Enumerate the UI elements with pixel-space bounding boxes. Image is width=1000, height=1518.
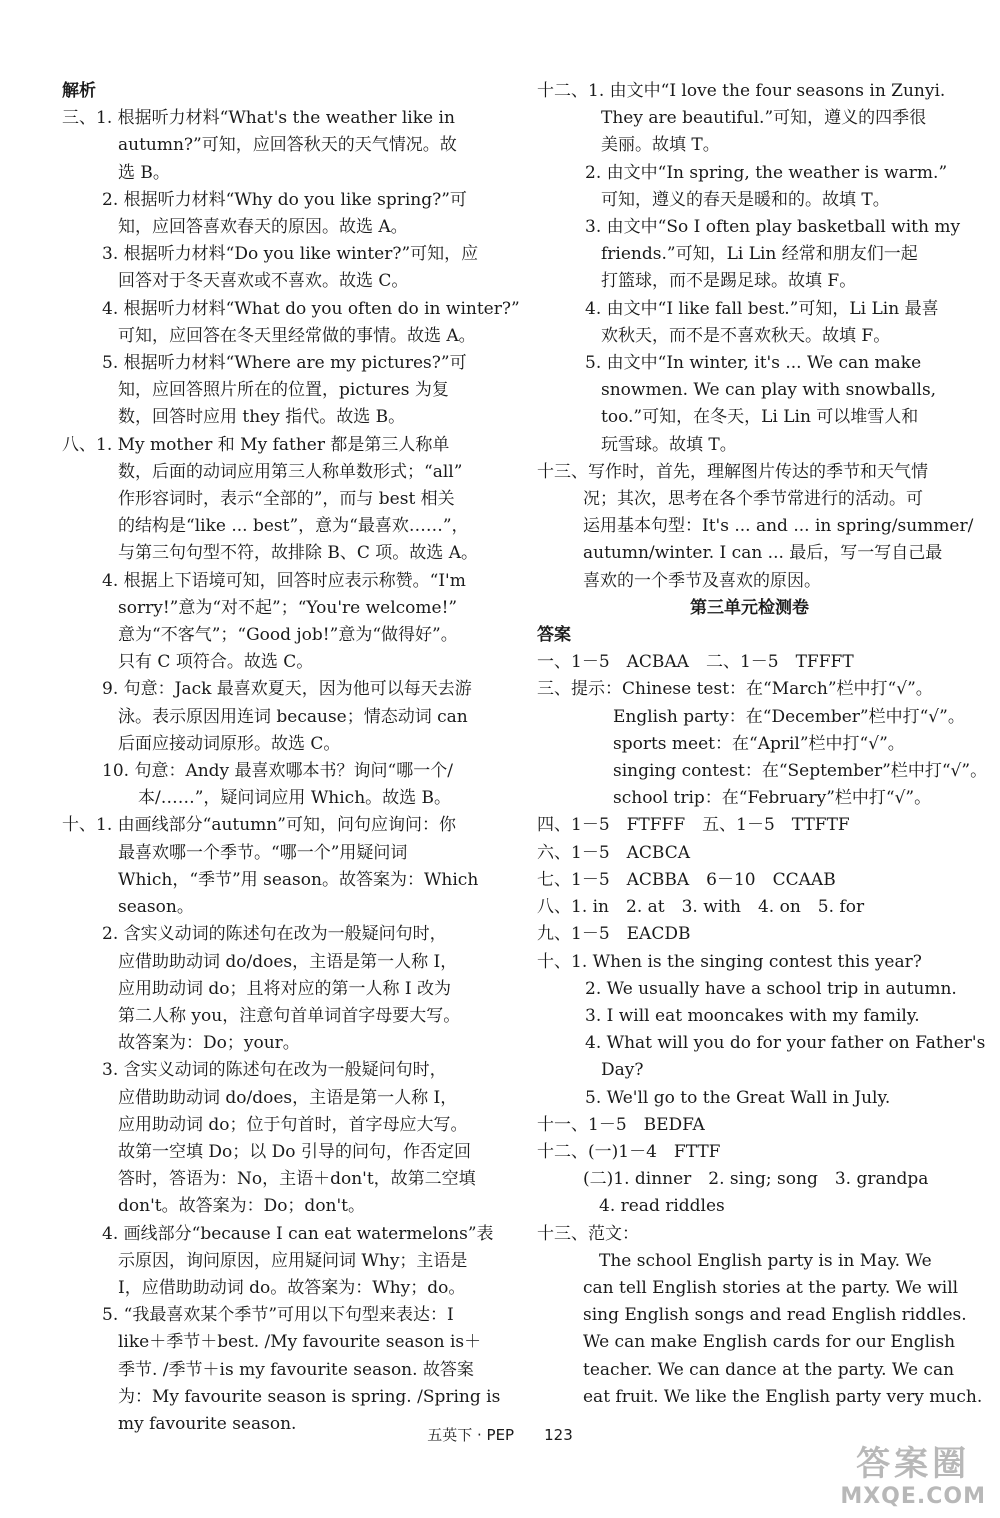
text-line: 2. 含实义动词的陈述句在改为一般疑问句时， (102, 924, 447, 945)
text-line: 回答对于冬天喜欢或不喜欢。故选 C。 (118, 271, 409, 292)
answer-line: 七、1－5 ACBBA 6－10 CCAAB (537, 869, 836, 890)
text-line: 数，后面的动词应用第三人称单数形式；“all” (118, 461, 463, 482)
text-line: 后面应接动词原形。故选 C。 (118, 733, 341, 754)
text-line: sorry!”意为“对不起”；“You're welcome!” (118, 597, 458, 618)
text-line: 只有 C 项符合。故选 C。 (118, 652, 314, 673)
text-line: don't。故答案为：Do；don't。 (118, 1196, 366, 1217)
text-line: 喜欢的一个季节及喜欢的原因。 (583, 570, 821, 591)
text-line: 4. 根据听力材料“What do you often do in winter?” (102, 298, 520, 319)
answer-line: 三、提示：Chinese test：在“March”栏中打“√”。 (537, 679, 933, 700)
text-line: 运用基本句型：It's ... and ... in spring/summer/ (583, 516, 974, 537)
text-line: 9. 句意：Jack 最喜欢夏天，因为他可以每天去游 (102, 679, 472, 700)
text-line: 况；其次，思考在各个季节常进行的活动。可 (583, 489, 923, 510)
text-line: 故第一空填 Do；以 Do 引导的问句，作否定回 (118, 1141, 471, 1162)
text-line: snowmen. We can play with snowballs, (601, 380, 937, 401)
text-line: too.”可知，在冬天，Li Lin 可以堆雪人和 (601, 407, 919, 428)
text-line: season。 (118, 897, 194, 918)
text-line: like＋季节＋best. /My favourite season is＋ (118, 1332, 482, 1353)
answer-line: 4. What will you do for your father on Father's (585, 1033, 986, 1054)
text-line: 5. 根据听力材料“Where are my pictures?”可 (102, 353, 467, 374)
text-line: 季节. /季节＋is my favourite season. 故答案 (118, 1359, 474, 1380)
text-line: 欢秋天，而不是不喜欢秋天。故填 F。 (601, 325, 891, 346)
text-line: 4. 根据上下语境可知，回答时应表示称赞。“I'm (102, 570, 466, 591)
text-line: autumn?”可知，应回答秋天的天气情况。故 (118, 135, 457, 156)
text-line: 意为“不客气”；“Good job!”意为“做得好”。 (118, 625, 458, 646)
text-line: 选 B。 (118, 162, 170, 183)
answer-line: 一、1－5 ACBAA 二、1－5 TFFFT (537, 652, 854, 673)
answer-line: 十二、(一)1－4 FTTF (537, 1141, 721, 1162)
text-line: my favourite season. (118, 1413, 297, 1434)
text-line: 可知，遵义的春天是暖和的。故填 T。 (601, 189, 890, 210)
answer-line: 十、1. When is the singing contest this year? (537, 951, 922, 972)
text-line: 玩雪球。故填 T。 (601, 434, 737, 455)
text-line: 3. 由文中“So I often play basketball with my (585, 217, 961, 238)
watermark-url: MXQE.COM (840, 1484, 986, 1509)
text-line: 5. 由文中“In winter, it's ... We can make (585, 353, 922, 374)
text-line: 示原因，询问原因，应用疑问词 Why；主语是 (118, 1250, 468, 1271)
text-line: 作形容词时，表示“全部的”，而与 best 相关 (118, 489, 455, 510)
text-line: 的结构是“like ... best”，意为“最喜欢……”， (118, 516, 469, 537)
text-line: 2. 根据听力材料“Why do you like spring?”可 (102, 189, 467, 210)
right-column (537, 78, 988, 1411)
text-line: 5. “我最喜欢某个季节”可用以下句型来表达：I (102, 1305, 454, 1326)
text-line: 知，应回答照片所在的位置，pictures 为复 (118, 380, 449, 401)
answer-line: 5. We'll go to the Great Wall in July. (585, 1087, 891, 1108)
text-line: 2. 由文中“In spring, the weather is warm.” (585, 162, 948, 183)
text-line: 数，回答时应用 they 指代。故选 B。 (118, 407, 406, 428)
answer-line: teacher. We can dance at the party. We can (583, 1359, 955, 1380)
text-line: 应借助助动词 do/does，主语是第一人称 I， (118, 951, 458, 972)
text-line: 最喜欢哪一个季节。“哪一个”用疑问词 (118, 842, 408, 863)
answer-line: can tell English stories at the party. We will (583, 1277, 959, 1298)
text-line: I，应借助助动词 do。故答案为：Why；do。 (118, 1277, 466, 1298)
answer-line: 八、1. in 2. at 3. with 4. on 5. for (537, 897, 865, 918)
answer-line: school trip：在“February”栏中打“√”。 (613, 788, 932, 809)
analysis-heading: 解析 (62, 81, 96, 101)
text-line: They are beautiful.”可知，遵义的四季很 (601, 108, 927, 129)
watermark-logo: 答案圈 (856, 1444, 971, 1484)
text-line: 4. 画线部分“because I can eat watermelons”表 (102, 1223, 494, 1244)
answer-line: sing English songs and read English riddles. (583, 1305, 967, 1326)
text-line: friends.”可知，Li Lin 经常和朋友们一起 (601, 244, 918, 265)
watermark (840, 1444, 986, 1510)
text-line: 3. 根据听力材料“Do you like winter?”可知，应 (102, 244, 479, 265)
answer-line: eat fruit. We like the English party very much. (583, 1386, 983, 1407)
answer-line: sports meet：在“April”栏中打“√”。 (613, 733, 905, 754)
text-line: 可知，应回答在冬天里经常做的事情。故选 A。 (118, 325, 476, 346)
text-line: 三、1. 根据听力材料“What's the weather like in (62, 108, 455, 129)
answer-line: English party：在“December”栏中打“√”。 (613, 706, 965, 727)
answer-line: The school English party is in May. We (599, 1250, 932, 1271)
text-line: 十、1. 由画线部分“autumn”可知，问句应询问：你 (62, 815, 456, 836)
text-line: 4. 由文中“I like fall best.”可知，Li Lin 最喜 (585, 298, 939, 319)
answer-line: (二)1. dinner 2. sing; song 3. grandpa (583, 1169, 929, 1190)
text-line: 故答案为：Do；your。 (118, 1033, 300, 1054)
text-line: 答时，答语为：No，主语＋don't，故第二空填 (118, 1169, 476, 1190)
text-line: 知，应回答喜欢春天的原因。故选 A。 (118, 217, 408, 238)
answers-heading: 答案 (537, 625, 571, 646)
answer-line: 3. I will eat mooncakes with my family. (585, 1005, 920, 1026)
left-column (62, 78, 520, 1438)
text-line: 十三、写作时，首先，理解图片传达的季节和天气情 (537, 461, 928, 482)
answer-line: singing contest：在“September”栏中打“√”。 (613, 761, 988, 782)
text-line: 应借助助动词 do/does，主语是第一人称 I， (118, 1087, 458, 1108)
text-line: 泳。表示原因用连词 because；情态动词 can (118, 706, 468, 727)
answer-line: 九、1－5 EACDB (537, 924, 691, 945)
text-line: 10. 句意：Andy 最喜欢哪本书？询问“哪一个/ (102, 761, 453, 782)
answer-line: Day? (601, 1060, 644, 1081)
text-line: 十二、1. 由文中“I love the four seasons in Zunyi. (537, 81, 946, 101)
text-line: 第二人称 you，注意句首单词首字母要大写。 (118, 1005, 461, 1026)
text-line: 美丽。故填 T。 (601, 135, 720, 156)
text-line: 应用助动词 do；且将对应的第一人称 I 改为 (118, 978, 452, 999)
text-line: 与第三句句型不符，故排除 B、C 项。故选 A。 (118, 543, 478, 564)
answer-line: 2. We usually have a school trip in autumn. (585, 978, 957, 999)
text-line: 3. 含实义动词的陈述句在改为一般疑问句时， (102, 1060, 447, 1081)
answer-line: We can make English cards for our English (583, 1332, 956, 1353)
answer-line: 六、1－5 ACBCA (537, 842, 691, 863)
text-line: Which，“季节”用 season。故答案为：Which (118, 869, 479, 890)
page-footer: 五英下 · PEP 123 (427, 1426, 573, 1444)
answer-line: 四、1－5 FTFFF 五、1－5 TTFTF (537, 815, 850, 836)
answer-line: 十一、1－5 BEDFA (537, 1114, 705, 1135)
text-line: 应用助动词 do；位于句首时，首字母应大写。 (118, 1114, 468, 1135)
text-line: 为：My favourite season is spring. /Spring is (118, 1386, 501, 1407)
text-line: 本/……”，疑问词应用 Which。故选 B。 (138, 788, 452, 809)
text-line: 打篮球，而不是踢足球。故填 F。 (601, 271, 857, 292)
text-line: 八、1. My mother 和 My father 都是第三人称单 (62, 434, 450, 455)
text-line: autumn/winter. I can ... 最后，写一写自己最 (583, 543, 943, 564)
answer-line: 4. read riddles (599, 1196, 725, 1217)
answer-line: 十三、范文： (537, 1223, 639, 1244)
section-title: 第三单元检测卷 (690, 597, 809, 618)
